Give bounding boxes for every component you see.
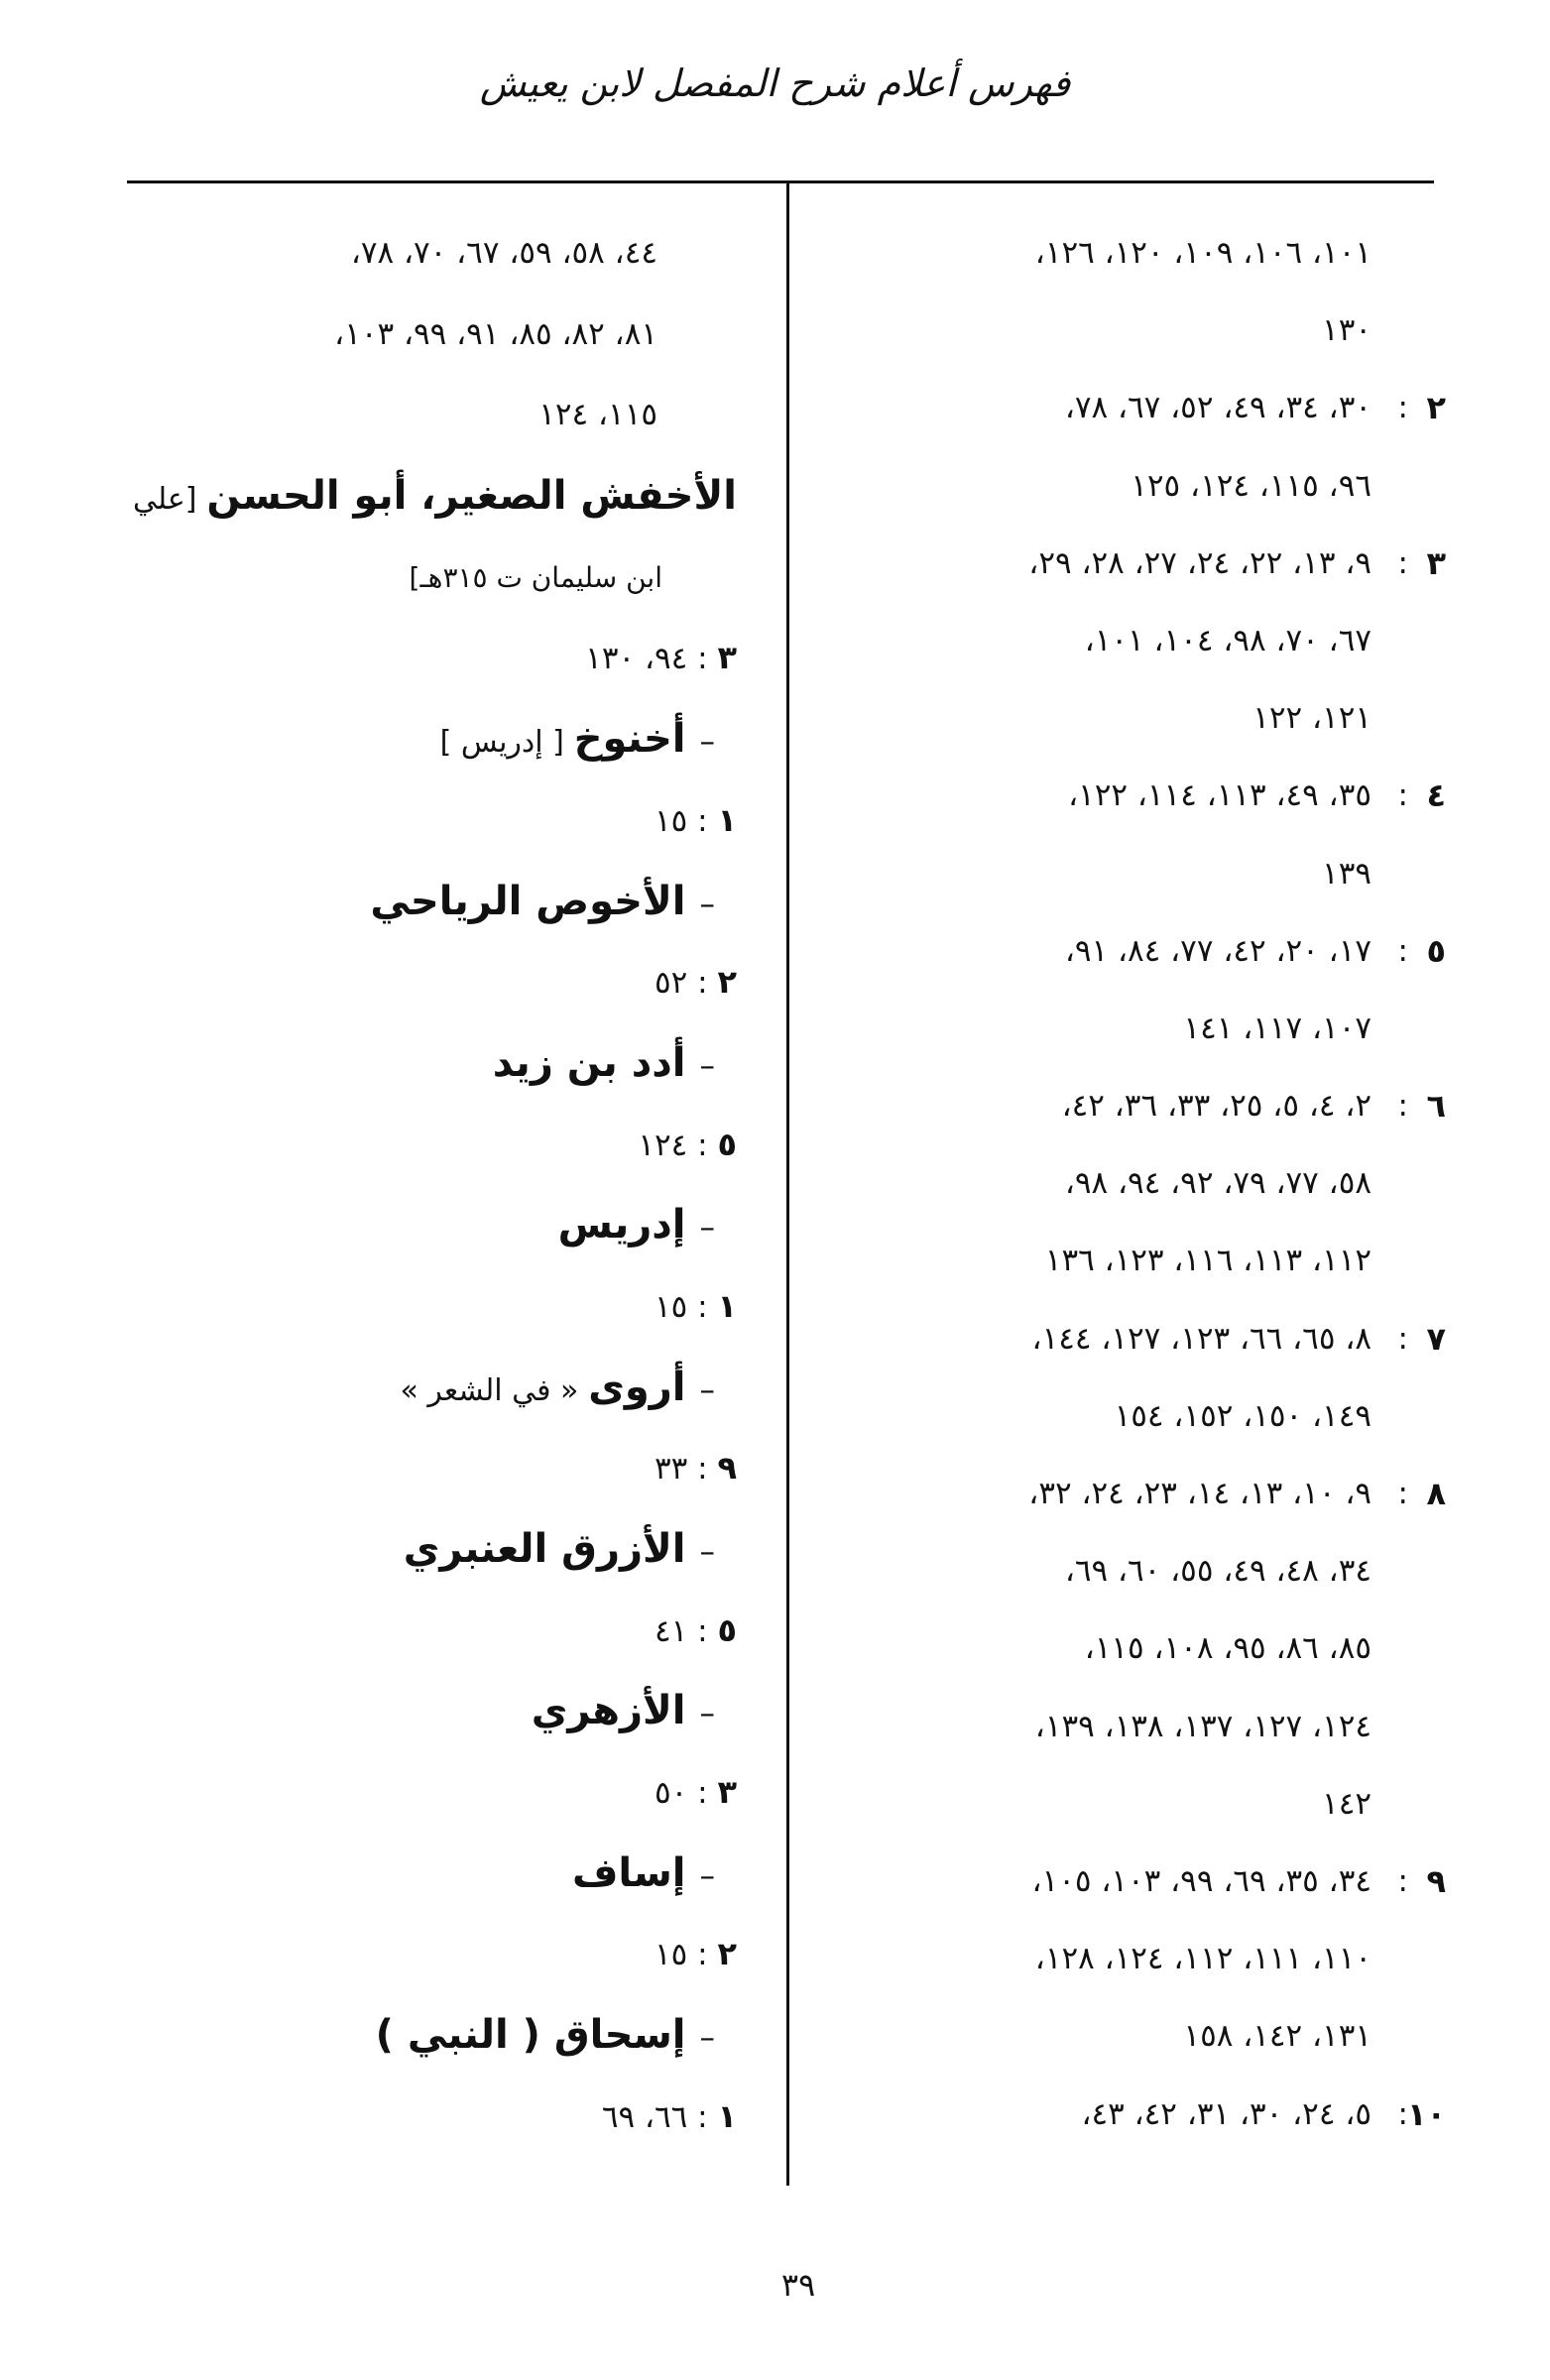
volume-number: ٤ bbox=[1426, 776, 1446, 815]
page-references: ٣٠، ٣٤، ٤٩، ٥٢، ٦٧، ٧٨، bbox=[1064, 390, 1371, 426]
index-line bbox=[82, 1913, 737, 1994]
entry-dash: – bbox=[699, 724, 715, 761]
separator-colon: : bbox=[697, 1937, 708, 1973]
separator-colon: : bbox=[1397, 2095, 1408, 2132]
page-references: ٣٥، ٤٩، ١١٣، ١١٤، ١٢٢، bbox=[1068, 777, 1371, 814]
volume-number: ٥ bbox=[1426, 931, 1446, 970]
page-references: ٥٨، ٧٧، ٧٩، ٩٢، ٩٤، ٩٨، bbox=[1064, 1165, 1371, 1202]
page-references: ١٠١، ١٠٦، ١٠٩، ١٢٠، ١٢٦، bbox=[1034, 235, 1371, 271]
index-name: الأخوص الرياحي bbox=[370, 878, 686, 924]
index-line bbox=[811, 525, 1446, 602]
page-number: ٣٩ bbox=[780, 2266, 816, 2304]
index-name: الأخفش الصغير، أبو الحسن bbox=[206, 473, 737, 520]
header-rule bbox=[127, 180, 1434, 183]
entry-dash: – bbox=[699, 1047, 715, 1084]
page-references: ٩، ١٠، ١٣، ١٤، ٢٣، ٢٤، ٣٢، bbox=[1028, 1476, 1371, 1511]
page-references: ١٢٤، ١٢٧، ١٣٧، ١٣٨، ١٣٩، bbox=[1034, 1708, 1371, 1744]
index-line bbox=[811, 1532, 1446, 1609]
index-line bbox=[811, 214, 1446, 292]
entry-dash: – bbox=[699, 2020, 715, 2057]
page-references: ٩٤، ١٣٠ bbox=[585, 641, 688, 677]
page-references: ٦٦، ٦٩ bbox=[601, 2098, 688, 2135]
index-line bbox=[811, 1377, 1446, 1455]
page-references: ٤٤، ٥٨، ٥٩، ٦٧، ٧٠، ٧٨، bbox=[350, 235, 657, 271]
page-references: ٢، ٤، ٥، ٢٥، ٣٣، ٣٦، ٤٢، bbox=[1061, 1088, 1371, 1125]
separator-colon: : bbox=[697, 641, 708, 677]
right-column-index bbox=[811, 214, 1446, 2153]
index-line bbox=[82, 536, 737, 618]
left-column-index bbox=[82, 212, 737, 2157]
index-line bbox=[811, 835, 1446, 912]
index-line bbox=[811, 679, 1446, 757]
separator-colon: : bbox=[1397, 777, 1408, 814]
name-note: [علي bbox=[132, 482, 197, 518]
separator-colon: : bbox=[1397, 1862, 1408, 1899]
page-references: ٨، ٦٥، ٦٦، ١٢٣، ١٢٧، ١٤٤، bbox=[1031, 1320, 1371, 1357]
entry-dash: – bbox=[699, 886, 715, 922]
separator-colon: : bbox=[697, 1612, 708, 1649]
index-name: أدد بن زيد bbox=[492, 1039, 686, 1086]
page-references: ١٣٠ bbox=[1322, 312, 1371, 349]
page-references: ١٣٩ bbox=[1322, 855, 1371, 892]
volume-number: ٩ bbox=[717, 1449, 737, 1488]
page-references: ١٥ bbox=[654, 1937, 688, 1973]
index-line bbox=[82, 1427, 737, 1508]
separator-colon: : bbox=[697, 1288, 708, 1325]
index-line bbox=[82, 1022, 715, 1104]
entry-dash: – bbox=[699, 1210, 715, 1247]
index-line bbox=[811, 369, 1446, 446]
separator-colon: : bbox=[1397, 1088, 1408, 1125]
index-line bbox=[82, 1751, 737, 1833]
page-references: ١٢١، ١٢٢ bbox=[1252, 700, 1371, 737]
index-line bbox=[82, 941, 737, 1022]
page-references: ١١٢، ١١٣، ١١٦، ١٢٣، ١٣٦ bbox=[1044, 1243, 1371, 1279]
volume-number: ٧ bbox=[1426, 1319, 1446, 1358]
name-note: [ إدريس ] bbox=[439, 725, 564, 761]
page-references: ٣٤، ٤٨، ٤٩، ٥٥، ٦٠، ٦٩، bbox=[1064, 1553, 1371, 1590]
index-line bbox=[82, 1670, 715, 1751]
index-line bbox=[811, 2076, 1446, 2153]
page-references: ٥٢ bbox=[654, 965, 688, 1002]
separator-colon: : bbox=[697, 1451, 708, 1488]
volume-number: ٢ bbox=[1426, 389, 1446, 427]
separator-colon: : bbox=[697, 1775, 708, 1812]
page-references: ١٤٩، ١٥٠، ١٥٢، ١٥٤ bbox=[1114, 1397, 1371, 1434]
index-line bbox=[82, 1184, 715, 1265]
index-name: أخنوخ bbox=[573, 716, 686, 763]
index-name: إدريس bbox=[557, 1202, 686, 1249]
index-line bbox=[811, 1144, 1446, 1222]
index-line bbox=[82, 1104, 737, 1185]
name-note: ابن سليمان ت ٣١٥هـ] bbox=[409, 560, 662, 594]
index-line bbox=[811, 757, 1446, 834]
index-name: الأزرق العنبري bbox=[403, 1526, 686, 1572]
running-header-title: فهرس أعلام شرح المفصل لابن يعيش bbox=[479, 61, 1071, 105]
page-references: ٥٠ bbox=[654, 1775, 688, 1812]
index-line bbox=[811, 1300, 1446, 1377]
index-line bbox=[82, 1994, 715, 2076]
volume-number: ٩ bbox=[1426, 1861, 1446, 1900]
index-line bbox=[811, 1067, 1446, 1144]
volume-number: ٣ bbox=[717, 639, 737, 677]
volume-number: ١ bbox=[717, 2096, 737, 2135]
separator-colon: : bbox=[1397, 932, 1408, 969]
page-references: ١٤٢ bbox=[1322, 1785, 1371, 1822]
separator-colon: : bbox=[697, 965, 708, 1002]
volume-number: ١ bbox=[717, 1286, 737, 1325]
volume-number: ٨ bbox=[1426, 1475, 1446, 1512]
separator-colon: : bbox=[1397, 544, 1408, 581]
page-references: ٣٣ bbox=[654, 1451, 688, 1488]
index-line bbox=[82, 1508, 715, 1590]
index-line bbox=[82, 1347, 715, 1428]
page-references: ١٥ bbox=[654, 1288, 688, 1325]
entry-dash: – bbox=[699, 1534, 715, 1570]
index-line bbox=[811, 1997, 1446, 2075]
volume-number: ١ bbox=[717, 800, 737, 839]
entry-dash: – bbox=[699, 1371, 715, 1408]
page-references: ٨٥، ٨٦، ٩٥، ١٠٨، ١١٥، bbox=[1084, 1630, 1371, 1667]
index-line bbox=[82, 1833, 715, 1914]
volume-number: ٥ bbox=[717, 1125, 737, 1163]
page-references: ١١٥، ١٢٤ bbox=[538, 397, 657, 433]
volume-number: ٢ bbox=[717, 1935, 737, 1973]
entry-dash: – bbox=[699, 1857, 715, 1894]
index-line bbox=[811, 292, 1446, 369]
page-references: ٩٦، ١١٥، ١٢٤، ١٢٥ bbox=[1131, 467, 1371, 504]
volume-number: ٦ bbox=[1426, 1087, 1446, 1126]
index-line bbox=[82, 294, 737, 375]
index-line bbox=[82, 1590, 737, 1671]
index-line bbox=[811, 1920, 1446, 1997]
index-line bbox=[811, 1609, 1446, 1687]
index-name: الأزهري bbox=[531, 1688, 686, 1734]
separator-colon: : bbox=[1397, 390, 1408, 426]
index-line bbox=[811, 1222, 1446, 1299]
volume-number: ٣ bbox=[717, 1773, 737, 1812]
separator-colon: : bbox=[1397, 1320, 1408, 1357]
separator-colon: : bbox=[697, 1127, 708, 1163]
volume-number: ١٠ bbox=[1406, 2094, 1446, 2133]
page-references: ١٧، ٢٠، ٤٢، ٧٧، ٨٤، ٩١، bbox=[1064, 932, 1371, 969]
index-line bbox=[82, 617, 737, 698]
index-line bbox=[82, 861, 715, 942]
page-references: ٦٧، ٧٠، ٩٨، ١٠٤، ١٠١، bbox=[1084, 622, 1371, 658]
index-line bbox=[82, 212, 737, 294]
name-note: « في الشعر » bbox=[400, 1372, 579, 1408]
index-line bbox=[811, 990, 1446, 1067]
index-line bbox=[82, 698, 715, 779]
volume-number: ٢ bbox=[717, 963, 737, 1002]
page-references: ١٢٤ bbox=[638, 1127, 688, 1163]
index-name: إسحاق ( النبي ) bbox=[375, 2012, 686, 2059]
index-line bbox=[82, 374, 737, 455]
page-references: ٤١ bbox=[654, 1612, 688, 1649]
page-references: ٨١، ٨٢، ٨٥، ٩١، ٩٩، ١٠٣، bbox=[334, 315, 657, 352]
entry-dash: – bbox=[699, 1696, 715, 1732]
separator-colon: : bbox=[1397, 1476, 1408, 1511]
page-references: ٥، ٢٤، ٣٠، ٣١، ٤٢، ٤٣، bbox=[1081, 2095, 1371, 2132]
index-line bbox=[811, 1688, 1446, 1765]
index-name: أروى bbox=[588, 1364, 686, 1410]
index-line bbox=[811, 602, 1446, 679]
column-divider bbox=[786, 182, 789, 2186]
index-line bbox=[811, 1455, 1446, 1532]
index-line bbox=[811, 1765, 1446, 1843]
volume-number: ٣ bbox=[1426, 543, 1446, 582]
volume-number: ٥ bbox=[717, 1610, 737, 1649]
index-line bbox=[82, 1265, 737, 1347]
index-line bbox=[811, 912, 1446, 990]
index-line bbox=[82, 455, 737, 536]
index-line bbox=[82, 779, 737, 861]
separator-colon: : bbox=[697, 2098, 708, 2135]
page-references: ١٣١، ١٤٢، ١٥٨ bbox=[1183, 2018, 1371, 2055]
page-references: ١٠٧، ١١٧، ١٤١ bbox=[1183, 1010, 1371, 1046]
page-references: ٣٤، ٣٥، ٦٩، ٩٩، ١٠٣، ١٠٥، bbox=[1031, 1862, 1371, 1899]
page-references: ٩، ١٣، ٢٢، ٢٤، ٢٧، ٢٨، ٢٩، bbox=[1028, 544, 1371, 581]
page-references: ١١٠، ١١١، ١١٢، ١٢٤، ١٢٨، bbox=[1034, 1941, 1371, 1977]
index-name: إساف bbox=[571, 1849, 686, 1896]
index-line bbox=[811, 447, 1446, 525]
index-line bbox=[82, 2076, 737, 2157]
separator-colon: : bbox=[697, 802, 708, 839]
index-line bbox=[811, 1843, 1446, 1920]
page-references: ١٥ bbox=[654, 802, 688, 839]
